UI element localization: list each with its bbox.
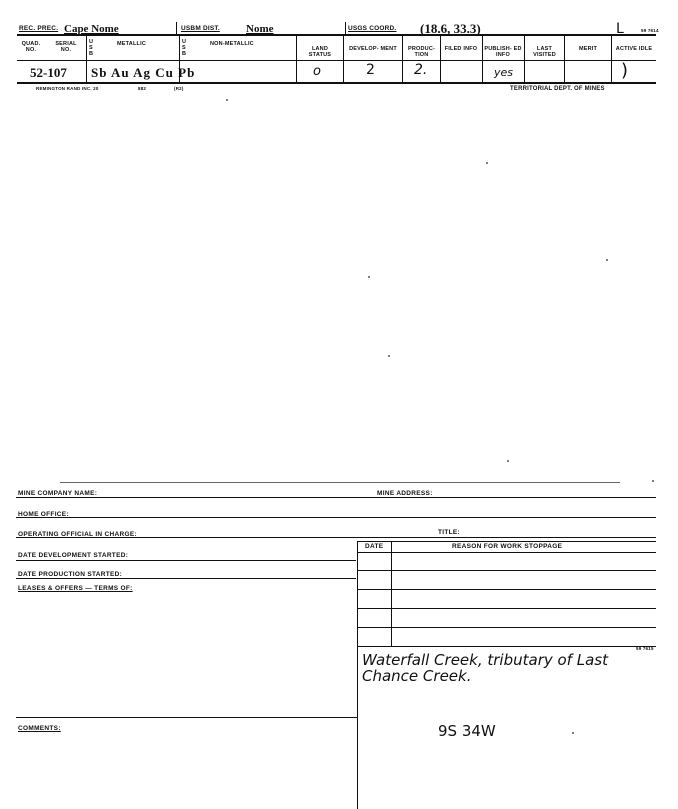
col-divider <box>86 36 87 82</box>
speck <box>507 460 509 462</box>
col-nonmetallic: NON-METALLIC <box>210 41 254 47</box>
col-quad-no: QUAD. NO. <box>21 41 41 53</box>
table-left-border <box>357 541 358 809</box>
speck <box>368 276 370 278</box>
col-filed-info: FILED INFO <box>444 46 478 52</box>
note-line-1: Waterfall Creek, tributary of Last <box>362 651 608 669</box>
col-divider <box>564 36 565 82</box>
divider <box>176 22 177 36</box>
record-production: 2. <box>414 62 428 78</box>
rec-prec-label: REC. PREC. <box>19 25 59 32</box>
col-development: DEVELOP- MENT <box>349 46 397 52</box>
table-date-divider <box>391 541 392 646</box>
col-usbm-metallic: U S B <box>89 39 94 57</box>
speck <box>388 355 390 357</box>
usbm-dist-value: Nome <box>246 23 274 35</box>
rec-prec-value: Cape Nome <box>64 23 119 35</box>
table-row-rule <box>357 570 656 571</box>
col-published-info: PUBLISH- ED INFO <box>484 46 522 58</box>
col-last-visited: LAST VISITED <box>533 46 556 58</box>
imprint-code: 882 <box>138 86 147 91</box>
corner-mark: L <box>616 21 624 37</box>
record-land-status: o <box>313 64 321 79</box>
columns-bottom-rule <box>17 60 656 61</box>
card-edge <box>60 482 620 483</box>
row-rule <box>16 497 656 498</box>
col-merit: MERIT <box>578 46 598 52</box>
record-bottom-rule <box>17 82 656 84</box>
table-header-rule <box>357 552 656 553</box>
divider <box>345 22 346 36</box>
table-date-header: DATE <box>365 543 384 550</box>
row-rule <box>16 578 356 579</box>
table-row-rule <box>357 589 656 590</box>
col-metallic: METALLIC <box>117 41 146 47</box>
speck <box>606 259 608 261</box>
location-note: 9S 34W <box>438 722 496 740</box>
form-number: 59 7614 <box>641 28 659 33</box>
record-active-idle: ) <box>621 60 629 81</box>
mine-company-name-label: MINE COMPANY NAME: <box>18 490 98 497</box>
table-row-rule <box>357 608 656 609</box>
record-quad-serial: 52-107 <box>30 65 67 80</box>
operating-official-label: OPERATING OFFICIAL IN CHARGE: <box>18 531 137 538</box>
speck <box>652 480 654 482</box>
note-line-2: Chance Creek. <box>362 667 472 685</box>
record-metallic: Sb Au Ag Cu Pb <box>91 65 196 80</box>
record-development: 2 <box>366 62 375 78</box>
row-rule <box>16 560 356 561</box>
col-divider <box>440 36 441 82</box>
mine-address-label: MINE ADDRESS: <box>377 490 433 497</box>
form-number-back: 59 7615 <box>636 646 654 651</box>
col-usbm-nonmetallic: U S B <box>182 39 187 57</box>
col-divider <box>343 36 344 82</box>
leases-label: LEASES & OFFERS — TERMS OF: <box>18 585 133 592</box>
col-divider <box>611 36 612 82</box>
imprint-left: REMINGTON RAND INC. 20 <box>36 86 99 91</box>
col-land-status: LAND STATUS <box>308 46 332 58</box>
title-label: TITLE: <box>438 529 461 536</box>
col-active-idle: ACTIVE IDLE <box>615 46 653 52</box>
speck <box>572 732 574 734</box>
home-office-label: HOME OFFICE: <box>18 511 69 518</box>
col-divider <box>402 36 403 82</box>
speck <box>486 162 488 164</box>
imprint-code2: (R2) <box>174 86 184 91</box>
usbm-dist-label: USBM DIST. <box>181 25 220 32</box>
comments-rule <box>16 717 357 718</box>
date-development-label: DATE DEVELOPMENT STARTED: <box>18 552 129 559</box>
col-production: PRODUC- TION <box>407 46 436 58</box>
row-rule <box>16 517 656 518</box>
record-published-info: yes <box>494 66 514 79</box>
speck <box>226 99 228 101</box>
col-divider <box>524 36 525 82</box>
col-divider <box>296 36 297 82</box>
comments-label: COMMENTS: <box>18 725 61 732</box>
col-divider <box>482 36 483 82</box>
table-row-rule <box>357 627 656 628</box>
usgs-coord-value: (18.6, 33.3) <box>420 21 481 36</box>
table-top-rule <box>357 541 656 542</box>
imprint-right: TERRITORIAL DEPT. OF MINES <box>510 86 605 92</box>
date-production-label: DATE PRODUCTION STARTED: <box>18 571 123 578</box>
usgs-coord-label: USGS COORD. <box>348 25 397 32</box>
table-row-rule <box>357 646 656 647</box>
col-serial-no: SERIAL NO. <box>55 41 77 53</box>
table-reason-header: REASON FOR WORK STOPPAGE <box>452 543 563 550</box>
